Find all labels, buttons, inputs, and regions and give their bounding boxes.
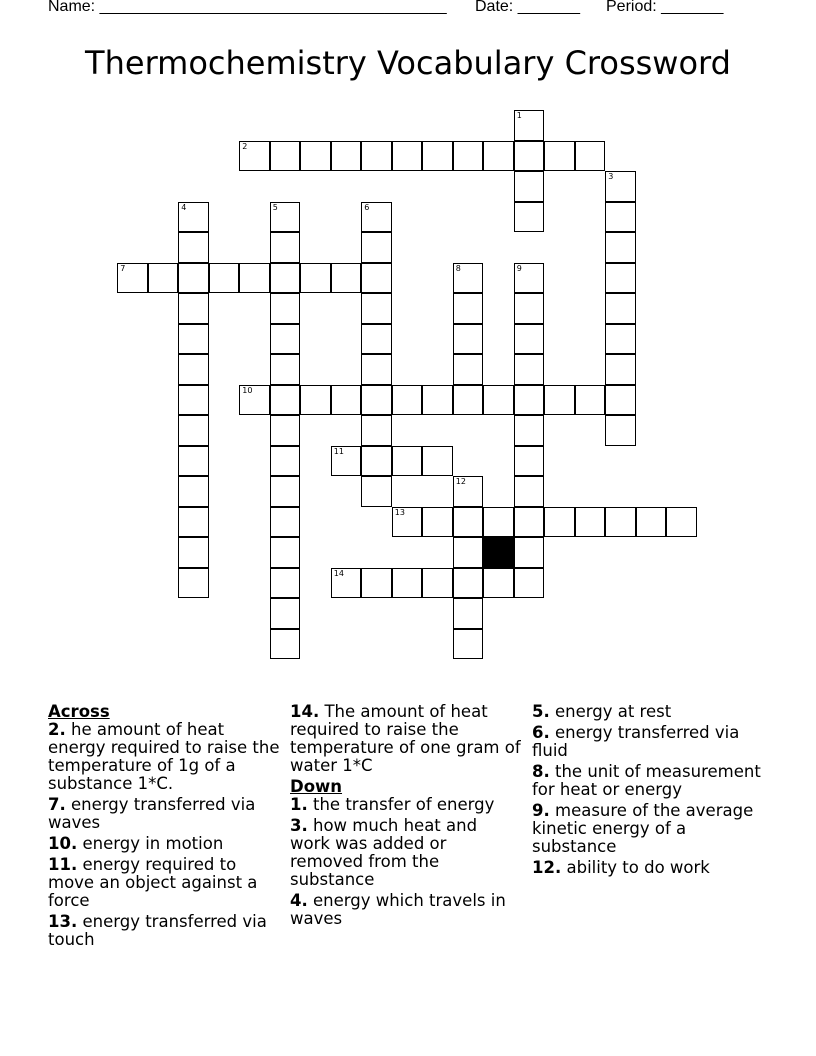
clue-across-2: 2. he amount of heat energy required to raise the temperature of 1g of a substance 1*C.	[48, 720, 280, 793]
grid-cell[interactable]	[178, 324, 209, 355]
grid-cell[interactable]	[605, 263, 636, 294]
grid-cell[interactable]	[361, 324, 392, 355]
clue-across-11: 11. energy required to move an object against a force	[48, 855, 258, 910]
clue-number: 8	[455, 263, 461, 273]
grid-cell[interactable]	[453, 476, 484, 507]
clue-number: 12	[455, 477, 466, 487]
grid-cell[interactable]	[361, 415, 392, 446]
grid-cell[interactable]	[270, 202, 301, 233]
grid-cell[interactable]	[300, 263, 331, 294]
grid-cell[interactable]	[331, 385, 362, 416]
grid-cell[interactable]	[514, 324, 545, 355]
grid-cell[interactable]	[453, 141, 484, 172]
clue-down-9: 9. measure of the average kinetic energy of a substance	[532, 801, 754, 856]
grid-cell[interactable]	[361, 385, 392, 416]
grid-cell[interactable]	[178, 232, 209, 263]
grid-cell[interactable]	[361, 263, 392, 294]
grid-cell[interactable]	[270, 476, 301, 507]
grid-cell[interactable]	[178, 568, 209, 599]
grid-cell[interactable]	[361, 354, 392, 385]
grid-cell[interactable]	[514, 415, 545, 446]
grid-cell[interactable]	[270, 568, 301, 599]
grid-cell[interactable]	[117, 263, 148, 294]
grid-cell[interactable]	[331, 568, 362, 599]
grid-cell[interactable]	[239, 385, 270, 416]
grid-cell[interactable]	[453, 598, 484, 629]
clue-down-1: 1. the transfer of energy	[290, 795, 495, 814]
grid-cell[interactable]	[178, 354, 209, 385]
grid-cell[interactable]	[331, 263, 362, 294]
clue-number: 5	[272, 202, 278, 212]
date-field[interactable]: Date: _______	[475, 0, 580, 15]
grid-cell[interactable]	[148, 263, 179, 294]
grid-cell[interactable]	[270, 354, 301, 385]
clue-number: 14	[333, 568, 344, 578]
grid-cell[interactable]	[605, 507, 636, 538]
grid-cell[interactable]	[270, 415, 301, 446]
grid-cell[interactable]	[178, 202, 209, 233]
down-heading: Down	[290, 777, 343, 796]
clue-across-7: 7. energy transferred via waves	[48, 795, 256, 832]
grid-cell[interactable]	[544, 141, 575, 172]
grid-cell[interactable]	[178, 446, 209, 477]
grid-cell[interactable]	[544, 385, 575, 416]
black-cell	[483, 537, 514, 568]
clue-number: 2	[242, 141, 248, 151]
grid-cell[interactable]	[178, 507, 209, 538]
grid-cell[interactable]	[422, 385, 453, 416]
clue-down-5: 5. energy at rest	[532, 702, 672, 721]
clue-number: 6	[364, 202, 370, 212]
grid-cell[interactable]	[453, 507, 484, 538]
grid-cell[interactable]	[270, 232, 301, 263]
grid-cell[interactable]	[392, 141, 423, 172]
name-field[interactable]: Name: _______________________________________	[48, 0, 447, 15]
grid-cell[interactable]	[270, 629, 301, 660]
grid-cell[interactable]	[361, 476, 392, 507]
grid-cell[interactable]	[453, 354, 484, 385]
clue-down-4: 4. energy which travels in waves	[290, 891, 506, 928]
grid-cell[interactable]	[453, 537, 484, 568]
grid-cell[interactable]	[514, 354, 545, 385]
grid-cell[interactable]	[544, 507, 575, 538]
clue-down-3: 3. how much heat and work was added or removed from the substance	[290, 816, 478, 889]
grid-cell[interactable]	[361, 141, 392, 172]
grid-cell[interactable]	[514, 263, 545, 294]
grid-cell[interactable]	[422, 141, 453, 172]
clue-across-10: 10. energy in motion	[48, 834, 224, 853]
grid-cell[interactable]	[514, 110, 545, 141]
clue-number: 3	[608, 172, 614, 182]
grid-cell[interactable]	[178, 537, 209, 568]
across-heading: Across	[48, 702, 110, 721]
grid-cell[interactable]	[361, 568, 392, 599]
clue-number: 7	[120, 263, 126, 273]
grid-cell[interactable]	[514, 507, 545, 538]
grid-cell[interactable]	[422, 507, 453, 538]
clues-column-1	[48, 703, 284, 952]
period-field[interactable]: Period: _______	[606, 0, 724, 15]
grid-cell[interactable]	[483, 141, 514, 172]
grid-cell[interactable]	[483, 385, 514, 416]
grid-cell[interactable]	[605, 202, 636, 233]
grid-cell[interactable]	[605, 171, 636, 202]
grid-cell[interactable]	[178, 293, 209, 324]
grid-cell[interactable]	[270, 598, 301, 629]
clue-down-8: 8. the unit of measurement for heat or energy	[532, 762, 761, 799]
grid-cell[interactable]	[453, 385, 484, 416]
grid-cell[interactable]	[514, 141, 545, 172]
grid-cell[interactable]	[178, 476, 209, 507]
grid-cell[interactable]	[514, 476, 545, 507]
clues-column-3	[532, 703, 768, 880]
grid-cell[interactable]	[270, 324, 301, 355]
grid-cell[interactable]	[178, 415, 209, 446]
grid-cell[interactable]	[636, 507, 667, 538]
grid-cell[interactable]	[422, 446, 453, 477]
grid-cell[interactable]	[270, 141, 301, 172]
grid-cell[interactable]	[605, 232, 636, 263]
grid-cell[interactable]	[514, 568, 545, 599]
grid-cell[interactable]	[453, 293, 484, 324]
clues-column-2	[290, 703, 522, 931]
clue-down-12: 12. ability to do work	[532, 858, 710, 877]
page-title: Thermochemistry Vocabulary Crossword	[85, 44, 731, 82]
clue-across-14: 14. The amount of heat required to raise the temperature of one gram of water 1*C	[290, 702, 521, 775]
grid-cell[interactable]	[270, 446, 301, 477]
clue-number: 13	[394, 507, 405, 517]
clue-across-13: 13. energy transferred via touch	[48, 912, 267, 949]
grid-cell[interactable]	[178, 263, 209, 294]
grid-cell[interactable]	[514, 293, 545, 324]
grid-cell[interactable]	[453, 324, 484, 355]
grid-cell[interactable]	[331, 141, 362, 172]
grid-cell[interactable]	[392, 446, 423, 477]
grid-cell[interactable]	[453, 568, 484, 599]
grid-cell[interactable]	[605, 415, 636, 446]
grid-cell[interactable]	[270, 263, 301, 294]
grid-cell[interactable]	[514, 446, 545, 477]
grid-cell[interactable]	[361, 446, 392, 477]
grid-cell[interactable]	[178, 385, 209, 416]
grid-cell[interactable]	[575, 385, 606, 416]
grid-cell[interactable]	[514, 202, 545, 233]
grid-cell[interactable]	[361, 232, 392, 263]
clue-number: 4	[181, 202, 187, 212]
grid-cell[interactable]	[422, 568, 453, 599]
grid-cell[interactable]	[270, 507, 301, 538]
grid-cell[interactable]	[361, 202, 392, 233]
grid-cell[interactable]	[361, 293, 392, 324]
grid-cell[interactable]	[605, 324, 636, 355]
grid-cell[interactable]	[605, 385, 636, 416]
grid-cell[interactable]	[239, 141, 270, 172]
grid-cell[interactable]	[392, 568, 423, 599]
grid-cell[interactable]	[514, 171, 545, 202]
grid-cell[interactable]	[575, 507, 606, 538]
grid-cell[interactable]	[453, 629, 484, 660]
grid-cell[interactable]	[209, 263, 240, 294]
grid-cell[interactable]	[270, 385, 301, 416]
grid-cell[interactable]	[575, 141, 606, 172]
grid-cell[interactable]	[300, 141, 331, 172]
clue-number: 9	[516, 263, 522, 273]
grid-cell[interactable]	[453, 263, 484, 294]
grid-cell[interactable]	[392, 385, 423, 416]
grid-cell[interactable]	[605, 293, 636, 324]
grid-cell[interactable]	[270, 293, 301, 324]
grid-cell[interactable]	[392, 507, 423, 538]
clue-number: 10	[242, 385, 253, 395]
grid-cell[interactable]	[666, 507, 697, 538]
grid-cell[interactable]	[514, 385, 545, 416]
grid-cell[interactable]	[239, 263, 270, 294]
clue-down-6: 6. energy transferred via fluid	[532, 723, 740, 760]
clue-number: 1	[516, 111, 522, 121]
grid-cell[interactable]	[514, 537, 545, 568]
grid-cell[interactable]	[605, 354, 636, 385]
grid-cell[interactable]	[300, 385, 331, 416]
grid-cell[interactable]	[483, 568, 514, 599]
grid-cell[interactable]	[270, 537, 301, 568]
grid-cell[interactable]	[331, 446, 362, 477]
clue-number: 11	[333, 446, 344, 456]
grid-cell[interactable]	[483, 507, 514, 538]
